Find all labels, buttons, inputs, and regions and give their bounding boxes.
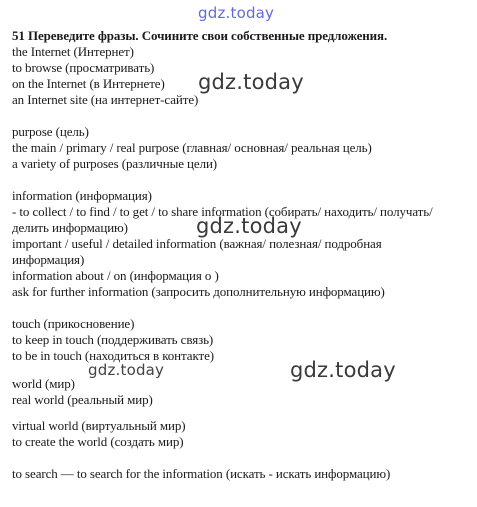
watermark-top: gdz.today [198, 4, 275, 22]
vocab-line: real world (реальный мир) [12, 392, 153, 407]
vocab-line: to keep in touch (поддерживать связь) [12, 332, 214, 347]
vocab-line: information (информация) [12, 188, 152, 203]
vocab-line: touch (прикосновение) [12, 316, 135, 331]
vocab-line: информация) [12, 252, 85, 267]
vocab-line: on the Internet (в Интернете) [12, 76, 165, 91]
vocab-line: a variety of purposes (различные цели) [12, 156, 218, 171]
vocab-line: to browse (просматривать) [12, 60, 155, 75]
watermark-lower-left: gdz.today [88, 361, 165, 379]
vocab-line: делить информацию) [12, 220, 128, 235]
vocab-line: to create the world (создать мир) [12, 434, 184, 449]
vocab-line: an Internet site (на интернет-сайте) [12, 92, 199, 107]
vocab-line: to search — to search for the information (искать - искать информацию) [12, 466, 391, 481]
watermark-lower-right: gdz.today [290, 358, 396, 382]
vocab-line: the Internet (Интернет) [12, 44, 134, 59]
vocab-line: virtual world (виртуальный мир) [12, 418, 186, 433]
vocab-line: purpose (цель) [12, 124, 89, 139]
watermark-mid-right: gdz.today [198, 70, 304, 94]
vocab-line: world (мир) [12, 376, 75, 391]
exercise-heading: 51 Переведите фразы. Сочините свои собственные предложения. [12, 28, 388, 43]
watermark-mid-center: gdz.today [196, 214, 302, 238]
vocab-line: important / useful / detailed information (важная/ полезная/ подробная [12, 236, 382, 251]
vocab-line: the main / primary / real purpose (главная/ основная/ реальная цель) [12, 140, 372, 155]
vocab-line: - to collect / to find / to get / to share information (собирать/ находить/ получать/ [12, 204, 433, 219]
vocab-line: to be in touch (находиться в контакте) [12, 348, 214, 363]
vocab-line: information about / on (информация о ) [12, 268, 219, 283]
vocab-line: ask for further information (запросить дополнительную информацию) [12, 284, 385, 299]
